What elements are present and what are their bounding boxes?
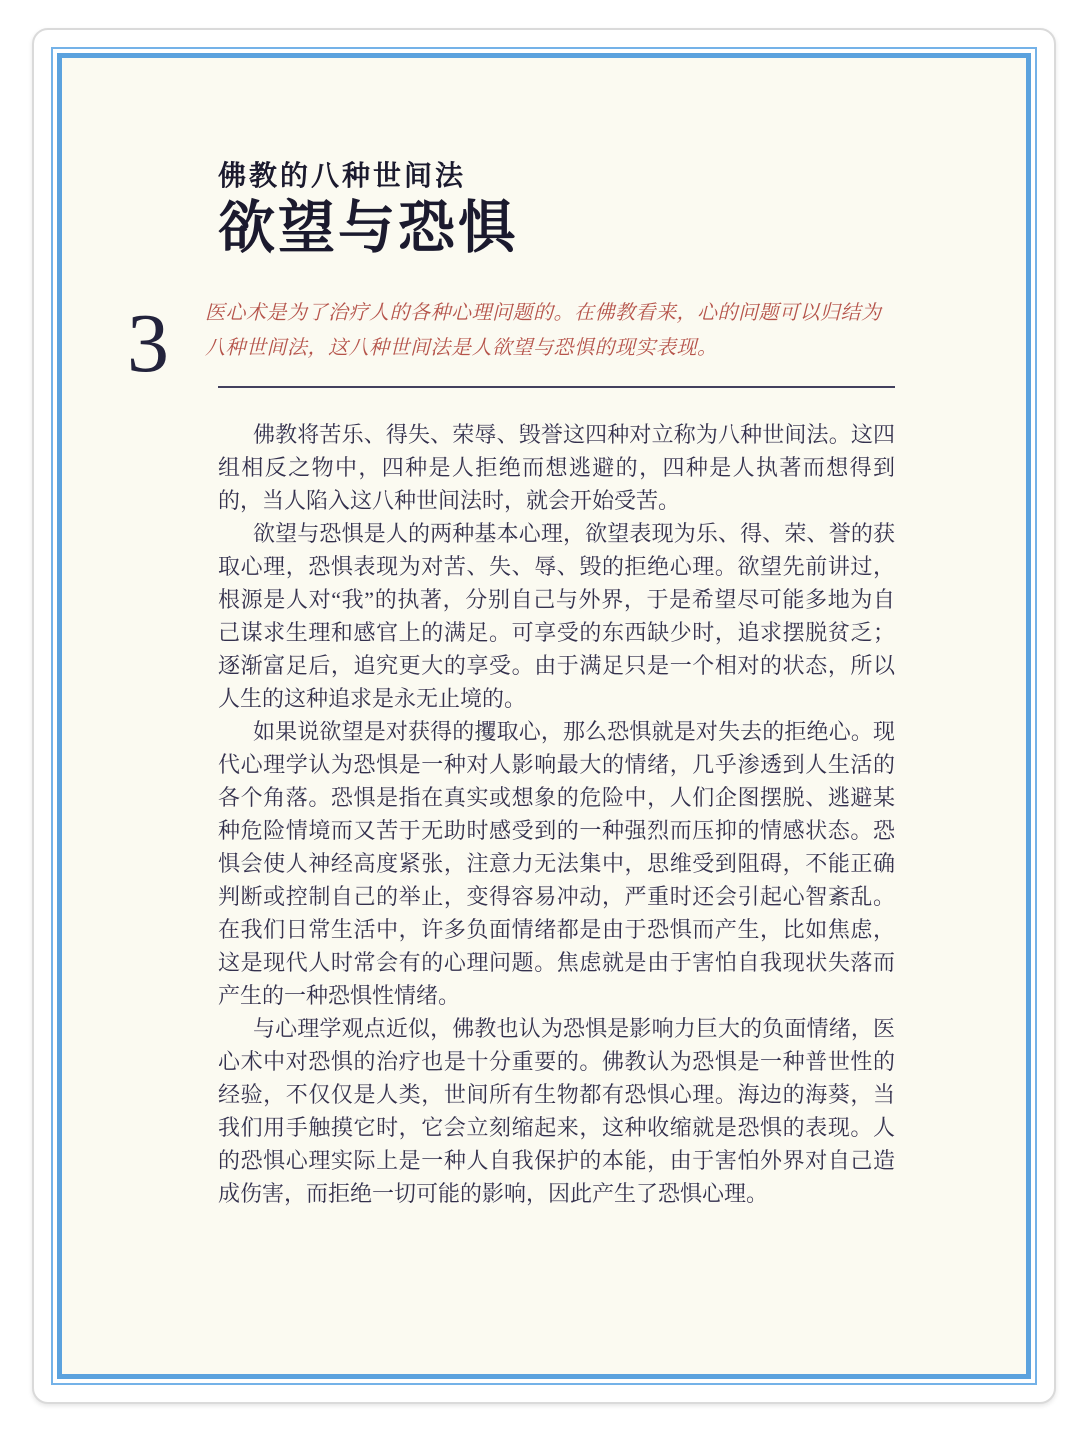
- intro-abstract-text: 医心术是为了治疗人的各种心理问题的。在佛教看来，心的问题可以归结为八种世间法，这八种世间法是人欲望与恐惧的现实表现。: [205, 302, 882, 359]
- section-heading: 佛教的八种世间法: [218, 160, 467, 191]
- body-paragraph-1: 佛教将苦乐、得失、荣辱、毁誉这四种对立称为八种世间法。这四组相反之物中，四种是人拒绝而想逃避的，四种是人执著而想得到的，当人陷入这八种世间法时，就会开始受苦。: [218, 422, 895, 513]
- body-paragraph-3: 如果说欲望是对获得的攫取心，那么恐惧就是对失去的拒绝心。现代心理学认为恐惧是一种对人影响最大的情绪，几乎渗透到人生活的各个角落。恐惧是指在真实或想象的危险中，人们企图摆脱、逃避某种危险情境而又苦于无助时感受到的一种强烈而压抑的情感状态。恐惧会使人神经高度紧张，注意力无法集中，思维受到阻碍，不能正确判断或控制自己的举止，变得容易冲动，严重时还会引起心智紊乱。在我们日常生活中，许多负面情绪都是由于恐惧而产生，比如焦虑，这是现代人时常会有的心理问题。焦虑就是由于害怕自我现状失落而产生的一种恐惧性情绪。: [218, 719, 895, 1008]
- body-paragraph-2: 欲望与恐惧是人的两种基本心理，欲望表现为乐、得、荣、誉的获取心理，恐惧表现为对苦、失、辱、毁的拒绝心理。欲望先前讲过，根源是人对“我”的执著，分别自己与外界，于是希望尽可能多地为自己谋求生理和感官上的满足。可享受的东西缺少时，追求摆脱贫乏；逐渐富足后，追究更大的享受。由于满足只是一个相对的状态，所以人生的这种追求是永无止境的。: [218, 521, 895, 711]
- decorative-frame-outer: [51, 47, 1037, 1385]
- body-text-block: [218, 418, 895, 1210]
- chapter-number: 3: [127, 297, 169, 390]
- divider-line: [218, 386, 895, 388]
- page-title: 欲望与恐惧: [218, 197, 518, 260]
- decorative-frame-inner: [57, 53, 1031, 1379]
- book-page-card: [32, 28, 1056, 1404]
- page-paper: [62, 58, 1026, 1374]
- body-paragraph-4: 与心理学观点近似，佛教也认为恐惧是影响力巨大的负面情绪，医心术中对恐惧的治疗也是十分重要的。佛教认为恐惧是一种普世性的经验，不仅仅是人类，世间所有生物都有恐惧心理。海边的海葵，当我们用手触摸它时，它会立刻缩起来，这种收缩就是恐惧的表现。人的恐惧心理实际上是一种人自我保护的本能，由于害怕外界对自己造成伤害，而拒绝一切可能的影响，因此产生了恐惧心理。: [218, 1016, 895, 1206]
